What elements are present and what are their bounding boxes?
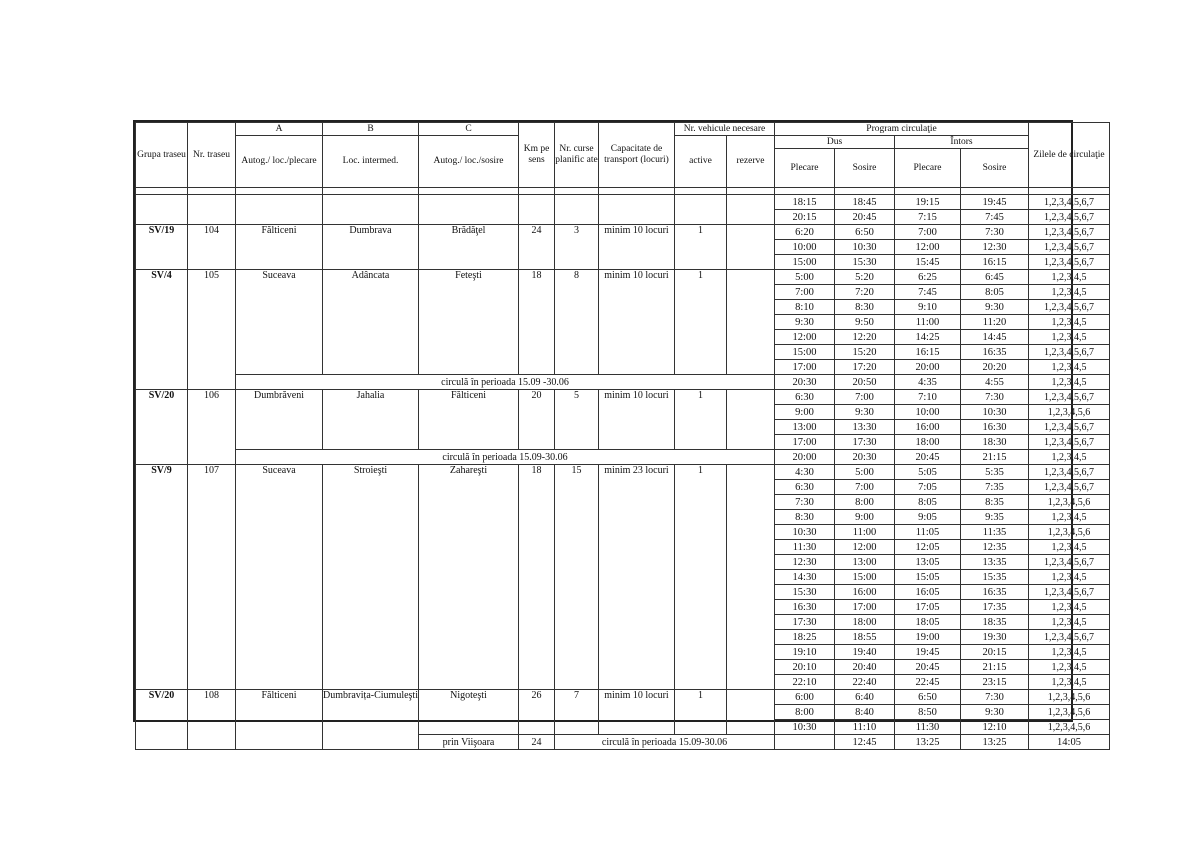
dus-plecare-cell: 8:00 xyxy=(775,705,835,720)
intors-sosire-cell: 21:15 xyxy=(961,450,1029,465)
header-dus-sosire: Sosire xyxy=(835,149,895,188)
zilele-cell: 1,2,3,4,5 xyxy=(1029,450,1110,465)
table-row xyxy=(136,390,1110,405)
km-cell xyxy=(519,195,555,225)
dus-plecare-cell: 17:00 xyxy=(775,435,835,450)
header-intors: Întors xyxy=(895,136,1029,149)
intors-sosire-cell: 14:45 xyxy=(961,330,1029,345)
rezerve-cell xyxy=(727,270,775,375)
zilele-cell: 1,2,3,4,5,6,7 xyxy=(1029,420,1110,435)
intors-plecare-cell: 22:45 xyxy=(895,675,961,690)
period-note: circulă în perioada 15.09 -30.06 xyxy=(236,375,775,390)
header-active: active xyxy=(675,136,727,188)
dus-sosire-cell: 17:30 xyxy=(835,435,895,450)
dus-plecare-cell: 17:30 xyxy=(775,615,835,630)
period-note: circulă în perioada 15.09-30.06 xyxy=(236,450,775,465)
zilele-cell: 1,2,3,4,5 xyxy=(1029,330,1110,345)
intors-plecare-cell: 7:10 xyxy=(895,390,961,405)
header-grupa: Grupa traseu xyxy=(136,123,188,188)
loc-intermed-cell xyxy=(323,195,419,225)
dus-plecare-cell: 12:30 xyxy=(775,555,835,570)
dus-sosire-cell: 11:10 xyxy=(835,720,895,735)
grupa-cell: SV/9 xyxy=(136,465,188,690)
dus-sosire-cell: 12:00 xyxy=(835,540,895,555)
zilele-cell: 1,2,3,4,5 xyxy=(1029,285,1110,300)
zilele-cell: 1,2,3,4,5,6 xyxy=(1029,495,1110,510)
nr-curse-cell: 8 xyxy=(555,270,599,375)
rezerve-cell xyxy=(727,390,775,450)
rezerve-cell xyxy=(727,465,775,690)
dus-sosire-cell: 15:30 xyxy=(835,255,895,270)
header-capacitate: Capacitate de transport (locuri) xyxy=(599,123,675,188)
dus-plecare-cell: 20:10 xyxy=(775,660,835,675)
zilele-cell: 1,2,3,4,5 xyxy=(1029,600,1110,615)
zilele-cell: 1,2,3,4,5 xyxy=(1029,375,1110,390)
nr-traseu-cell xyxy=(188,195,236,225)
zilele-cell: 1,2,3,4,5,6,7 xyxy=(1029,210,1110,225)
autog-sosire-cell: Fălticeni xyxy=(419,390,519,450)
intors-plecare-cell: 16:05 xyxy=(895,585,961,600)
autog-plecare-cell: Dumbrăveni xyxy=(236,390,323,450)
variant-sosire-cell: prin Viişoara xyxy=(419,735,519,750)
grupa-cell: SV/4 xyxy=(136,270,188,390)
intors-plecare-cell: 17:05 xyxy=(895,600,961,615)
dus-sosire-cell: 20:30 xyxy=(835,450,895,465)
zilele-cell: 1,2,3,4,5,6,7 xyxy=(1029,225,1110,240)
intors-plecare-cell: 19:15 xyxy=(895,195,961,210)
intors-sosire-cell: 16:35 xyxy=(961,585,1029,600)
intors-sosire-cell: 20:20 xyxy=(961,360,1029,375)
dus-plecare-cell: 10:00 xyxy=(775,240,835,255)
intors-sosire-cell: 16:30 xyxy=(961,420,1029,435)
dus-sosire-cell: 6:40 xyxy=(835,690,895,705)
nr-traseu-cell: 108 xyxy=(188,690,236,750)
dus-plecare-cell: 6:00 xyxy=(775,690,835,705)
dus-plecare-cell: 4:30 xyxy=(775,465,835,480)
dus-plecare-cell: 22:10 xyxy=(775,675,835,690)
intors-sosire-cell: 7:45 xyxy=(961,210,1029,225)
zilele-cell: 1,2,3,4,5,6 xyxy=(1029,405,1110,420)
capacitate-cell: minim 10 locuri xyxy=(599,690,675,735)
capacitate-cell: minim 10 locuri xyxy=(599,390,675,450)
zilele-cell: 1,2,3,4,5,6,7 xyxy=(1029,300,1110,315)
active-cell: 1 xyxy=(675,690,727,735)
table-row xyxy=(136,225,1110,240)
autog-plecare-cell xyxy=(236,195,323,225)
intors-plecare-cell: 16:15 xyxy=(895,345,961,360)
header-col-b: B xyxy=(323,123,419,136)
dus-plecare-cell: 8:30 xyxy=(775,510,835,525)
intors-sosire-cell: 9:30 xyxy=(961,705,1029,720)
intors-sosire-cell: 15:35 xyxy=(961,570,1029,585)
header-autog-plecare: Autog./ loc./plecare xyxy=(236,136,323,188)
intors-sosire-cell: 19:45 xyxy=(961,195,1029,210)
zilele-cell: 1,2,3,4,5 xyxy=(1029,570,1110,585)
capacitate-cell xyxy=(599,195,675,225)
dus-plecare-cell: 14:30 xyxy=(775,570,835,585)
intors-plecare-cell: 7:00 xyxy=(895,225,961,240)
dus-plecare-cell: 20:15 xyxy=(775,210,835,225)
dus-sosire-cell: 5:20 xyxy=(835,270,895,285)
timetable-sheet xyxy=(133,120,1105,748)
dus-sosire-cell: 13:00 xyxy=(835,555,895,570)
zilele-cell: 1,2,3,4,5,6 xyxy=(1029,690,1110,705)
autog-plecare-cell: Fălticeni xyxy=(236,690,323,750)
header-dus-plecare: Plecare xyxy=(775,149,835,188)
loc-intermed-cell: Stroieşti xyxy=(323,465,419,690)
intors-sosire-cell: 7:30 xyxy=(961,690,1029,705)
autog-plecare-cell: Suceava xyxy=(236,270,323,375)
zilele-cell: 1,2,3,4,5,6,7 xyxy=(1029,465,1110,480)
rezerve-cell xyxy=(775,735,835,750)
zilele-cell: 1,2,3,4,5,6 xyxy=(1029,705,1110,720)
intors-sosire-cell: 9:35 xyxy=(961,510,1029,525)
dus-sosire-cell: 19:40 xyxy=(835,645,895,660)
intors-sosire-cell: 16:15 xyxy=(961,255,1029,270)
intors-sosire-cell: 19:30 xyxy=(961,630,1029,645)
autog-plecare-cell: Suceava xyxy=(236,465,323,690)
intors-plecare-cell: 16:00 xyxy=(895,420,961,435)
nr-traseu-cell: 105 xyxy=(188,270,236,390)
dus-plecare-cell: 7:30 xyxy=(775,495,835,510)
intors-plecare-cell: 7:45 xyxy=(895,285,961,300)
dus-sosire-cell: 5:00 xyxy=(835,465,895,480)
dus-sosire-cell: 18:00 xyxy=(835,615,895,630)
intors-sosire-cell: 13:35 xyxy=(961,555,1029,570)
dus-sosire-cell: 16:00 xyxy=(835,585,895,600)
zilele-cell: 1,2,3,4,5,6,7 xyxy=(1029,585,1110,600)
zilele-cell: 1,2,3,4,5,6,7 xyxy=(1029,240,1110,255)
intors-sosire-cell: 12:35 xyxy=(961,540,1029,555)
zilele-cell: 1,2,3,4,5,6,7 xyxy=(1029,390,1110,405)
dus-sosire-cell: 20:40 xyxy=(835,660,895,675)
dus-plecare-cell: 18:25 xyxy=(775,630,835,645)
intors-plecare-cell: 9:05 xyxy=(895,510,961,525)
autog-sosire-cell: Zahareşti xyxy=(419,465,519,690)
km-cell: 26 xyxy=(519,690,555,735)
zilele-cell: 1,2,3,4,5,6,7 xyxy=(1029,480,1110,495)
active-cell xyxy=(675,195,727,225)
intors-plecare-cell: 9:10 xyxy=(895,300,961,315)
autog-sosire-cell: Feteşti xyxy=(419,270,519,375)
grupa-cell: SV/20 xyxy=(136,690,188,750)
dus-sosire-cell: 20:50 xyxy=(835,375,895,390)
dus-sosire-cell: 20:45 xyxy=(835,210,895,225)
intors-sosire-cell: 14:05 xyxy=(1029,735,1110,750)
capacitate-cell: minim 10 locuri xyxy=(599,270,675,375)
grupa-cell xyxy=(136,195,188,225)
dus-sosire-cell: 8:00 xyxy=(835,495,895,510)
intors-plecare-cell: 11:30 xyxy=(895,720,961,735)
grupa-cell: SV/19 xyxy=(136,225,188,270)
zilele-cell: 1,2,3,4,5,6,7 xyxy=(1029,555,1110,570)
header-autog-sosire: Autog./ loc./sosire xyxy=(419,136,519,188)
intors-plecare-cell: 18:00 xyxy=(895,435,961,450)
nr-curse-cell: 15 xyxy=(555,465,599,690)
intors-plecare-cell: 5:05 xyxy=(895,465,961,480)
dus-sosire-cell: 6:50 xyxy=(835,225,895,240)
active-cell: 1 xyxy=(675,390,727,450)
variant-km-cell: 24 xyxy=(519,735,555,750)
dus-sosire-cell: 13:25 xyxy=(895,735,961,750)
nr-curse-cell: 7 xyxy=(555,690,599,735)
dus-plecare-cell: 17:00 xyxy=(775,360,835,375)
dus-sosire-cell: 18:45 xyxy=(835,195,895,210)
period-note: circulă în perioada 15.09-30.06 xyxy=(555,735,775,750)
intors-sosire-cell: 4:55 xyxy=(961,375,1029,390)
zilele-cell: 1,2,3,4,5 xyxy=(1029,315,1110,330)
rezerve-cell xyxy=(727,690,775,735)
zilele-cell: 1,2,3,4,5,6,7 xyxy=(1029,255,1110,270)
nr-traseu-cell: 106 xyxy=(188,390,236,465)
intors-sosire-cell: 7:30 xyxy=(961,225,1029,240)
dus-plecare-cell: 11:30 xyxy=(775,540,835,555)
km-cell: 18 xyxy=(519,270,555,375)
header-col-c: C xyxy=(419,123,519,136)
zilele-cell: 1,2,3,4,5,6 xyxy=(1029,720,1110,735)
dus-sosire-cell: 9:30 xyxy=(835,405,895,420)
dus-sosire-cell: 8:30 xyxy=(835,300,895,315)
active-cell: 1 xyxy=(675,225,727,270)
dus-plecare-cell: 15:00 xyxy=(775,255,835,270)
dus-sosire-cell: 7:20 xyxy=(835,285,895,300)
dus-sosire-cell: 18:55 xyxy=(835,630,895,645)
dus-sosire-cell: 15:00 xyxy=(835,570,895,585)
dus-sosire-cell: 9:00 xyxy=(835,510,895,525)
header-rezerve: rezerve xyxy=(727,136,775,188)
intors-sosire-cell: 8:05 xyxy=(961,285,1029,300)
intors-plecare-cell: 20:00 xyxy=(895,360,961,375)
intors-plecare-cell: 20:45 xyxy=(895,660,961,675)
intors-plecare-cell: 11:05 xyxy=(895,525,961,540)
intors-sosire-cell: 5:35 xyxy=(961,465,1029,480)
intors-plecare-cell: 8:05 xyxy=(895,495,961,510)
dus-plecare-cell: 6:30 xyxy=(775,390,835,405)
header-program: Program circulaţie xyxy=(775,123,1029,136)
rezerve-cell xyxy=(727,195,775,225)
dus-plecare-cell: 7:00 xyxy=(775,285,835,300)
intors-sosire-cell: 7:35 xyxy=(961,480,1029,495)
loc-intermed-cell: Dumbravița-Ciumuleşti xyxy=(323,690,419,750)
zilele-cell: 1,2,3,4,5,6 xyxy=(1029,525,1110,540)
rezerve-cell xyxy=(727,225,775,270)
nr-traseu-cell: 104 xyxy=(188,225,236,270)
dus-sosire-cell: 13:30 xyxy=(835,420,895,435)
dus-plecare-cell: 10:30 xyxy=(775,525,835,540)
zilele-cell: 1,2,3,4,5 xyxy=(1029,360,1110,375)
nr-curse-cell xyxy=(555,195,599,225)
header-vehicule: Nr. vehicule necesare xyxy=(675,123,775,136)
dus-sosire-cell: 12:20 xyxy=(835,330,895,345)
intors-plecare-cell: 13:25 xyxy=(961,735,1029,750)
header-km: Km pe sens xyxy=(519,123,555,188)
dus-sosire-cell: 17:20 xyxy=(835,360,895,375)
dus-sosire-cell: 7:00 xyxy=(835,390,895,405)
header-intors-plecare: Plecare xyxy=(895,149,961,188)
dus-plecare-cell: 16:30 xyxy=(775,600,835,615)
zilele-cell: 1,2,3,4,5 xyxy=(1029,645,1110,660)
km-cell: 24 xyxy=(519,225,555,270)
zilele-cell: 1,2,3,4,5 xyxy=(1029,660,1110,675)
dus-plecare-cell: 12:45 xyxy=(835,735,895,750)
header-dus: Dus xyxy=(775,136,895,149)
table-row xyxy=(136,690,1110,705)
nr-curse-cell: 3 xyxy=(555,225,599,270)
zilele-cell: 1,2,3,4,5 xyxy=(1029,270,1110,285)
dus-plecare-cell: 19:10 xyxy=(775,645,835,660)
intors-sosire-cell: 18:35 xyxy=(961,615,1029,630)
timetable xyxy=(135,122,1110,750)
dus-plecare-cell: 13:00 xyxy=(775,420,835,435)
loc-intermed-cell: Jahalia xyxy=(323,390,419,450)
intors-plecare-cell: 6:50 xyxy=(895,690,961,705)
intors-plecare-cell: 11:00 xyxy=(895,315,961,330)
autog-sosire-cell xyxy=(419,195,519,225)
header-intors-sosire: Sosire xyxy=(961,149,1029,188)
zilele-cell: 1,2,3,4,5,6,7 xyxy=(1029,345,1110,360)
km-cell: 20 xyxy=(519,390,555,450)
dus-sosire-cell: 15:20 xyxy=(835,345,895,360)
dus-plecare-cell: 6:30 xyxy=(775,480,835,495)
intors-plecare-cell: 7:05 xyxy=(895,480,961,495)
intors-sosire-cell: 10:30 xyxy=(961,405,1029,420)
intors-sosire-cell: 23:15 xyxy=(961,675,1029,690)
intors-plecare-cell: 10:00 xyxy=(895,405,961,420)
intors-sosire-cell: 20:15 xyxy=(961,645,1029,660)
dus-plecare-cell: 20:00 xyxy=(775,450,835,465)
intors-plecare-cell: 7:15 xyxy=(895,210,961,225)
intors-plecare-cell: 12:00 xyxy=(895,240,961,255)
autog-plecare-cell: Fălticeni xyxy=(236,225,323,270)
intors-plecare-cell: 15:05 xyxy=(895,570,961,585)
header-spacer xyxy=(136,188,1110,195)
nr-curse-cell: 5 xyxy=(555,390,599,450)
dus-sosire-cell: 10:30 xyxy=(835,240,895,255)
loc-intermed-cell: Dumbrava xyxy=(323,225,419,270)
table-row-extra xyxy=(136,450,1110,465)
intors-plecare-cell: 15:45 xyxy=(895,255,961,270)
active-cell: 1 xyxy=(675,465,727,690)
dus-sosire-cell: 7:00 xyxy=(835,480,895,495)
intors-sosire-cell: 12:30 xyxy=(961,240,1029,255)
intors-sosire-cell: 16:35 xyxy=(961,345,1029,360)
zilele-cell: 1,2,3,4,5 xyxy=(1029,675,1110,690)
dus-sosire-cell: 8:40 xyxy=(835,705,895,720)
nr-traseu-cell: 107 xyxy=(188,465,236,690)
zilele-cell: 1,2,3,4,5 xyxy=(1029,540,1110,555)
dus-plecare-cell: 18:15 xyxy=(775,195,835,210)
intors-plecare-cell: 4:35 xyxy=(895,375,961,390)
table-row-extra xyxy=(136,375,1110,390)
active-cell: 1 xyxy=(675,270,727,375)
dus-plecare-cell: 20:30 xyxy=(775,375,835,390)
zilele-cell: 1,2,3,4,5,6,7 xyxy=(1029,435,1110,450)
header-nr-curse: Nr. curse planific ate xyxy=(555,123,599,188)
intors-plecare-cell: 19:00 xyxy=(895,630,961,645)
autog-sosire-cell: Nigoteşti xyxy=(419,690,519,735)
dus-plecare-cell: 12:00 xyxy=(775,330,835,345)
dus-plecare-cell: 5:00 xyxy=(775,270,835,285)
dus-plecare-cell: 8:10 xyxy=(775,300,835,315)
zilele-cell: 1,2,3,4,5 xyxy=(1029,510,1110,525)
dus-plecare-cell: 9:00 xyxy=(775,405,835,420)
dus-sosire-cell: 9:50 xyxy=(835,315,895,330)
intors-sosire-cell: 7:30 xyxy=(961,390,1029,405)
dus-plecare-cell: 15:30 xyxy=(775,585,835,600)
header-nr-traseu: Nr. traseu xyxy=(188,123,236,188)
dus-plecare-cell: 10:30 xyxy=(775,720,835,735)
intors-plecare-cell: 14:25 xyxy=(895,330,961,345)
intors-plecare-cell: 13:05 xyxy=(895,555,961,570)
dus-plecare-cell: 9:30 xyxy=(775,315,835,330)
zilele-cell: 1,2,3,4,5,6,7 xyxy=(1029,195,1110,210)
intors-plecare-cell: 8:50 xyxy=(895,705,961,720)
intors-sosire-cell: 11:20 xyxy=(961,315,1029,330)
dus-sosire-cell: 17:00 xyxy=(835,600,895,615)
intors-sosire-cell: 18:30 xyxy=(961,435,1029,450)
capacitate-cell: minim 10 locuri xyxy=(599,225,675,270)
intors-sosire-cell: 11:35 xyxy=(961,525,1029,540)
header-col-a: A xyxy=(236,123,323,136)
header-loc-intermed: Loc. intermed. xyxy=(323,136,419,188)
intors-plecare-cell: 6:25 xyxy=(895,270,961,285)
intors-sosire-cell: 12:10 xyxy=(961,720,1029,735)
loc-intermed-cell: Adâncata xyxy=(323,270,419,375)
intors-sosire-cell: 17:35 xyxy=(961,600,1029,615)
intors-plecare-cell: 12:05 xyxy=(895,540,961,555)
intors-plecare-cell: 19:45 xyxy=(895,645,961,660)
dus-sosire-cell: 11:00 xyxy=(835,525,895,540)
table-row xyxy=(136,465,1110,480)
autog-sosire-cell: Brădăţel xyxy=(419,225,519,270)
zilele-cell: 1,2,3,4,5,6,7 xyxy=(1029,630,1110,645)
table-row xyxy=(136,195,1110,210)
dus-plecare-cell: 15:00 xyxy=(775,345,835,360)
intors-sosire-cell: 8:35 xyxy=(961,495,1029,510)
zilele-cell: 1,2,3,4,5 xyxy=(1029,615,1110,630)
km-cell: 18 xyxy=(519,465,555,690)
dus-plecare-cell: 6:20 xyxy=(775,225,835,240)
intors-sosire-cell: 6:45 xyxy=(961,270,1029,285)
intors-sosire-cell: 21:15 xyxy=(961,660,1029,675)
capacitate-cell: minim 23 locuri xyxy=(599,465,675,690)
intors-plecare-cell: 20:45 xyxy=(895,450,961,465)
dus-sosire-cell: 22:40 xyxy=(835,675,895,690)
intors-plecare-cell: 18:05 xyxy=(895,615,961,630)
intors-sosire-cell: 9:30 xyxy=(961,300,1029,315)
grupa-cell: SV/20 xyxy=(136,390,188,465)
header-zilele: Zilele de circulaţie xyxy=(1029,123,1110,188)
table-row xyxy=(136,270,1110,285)
